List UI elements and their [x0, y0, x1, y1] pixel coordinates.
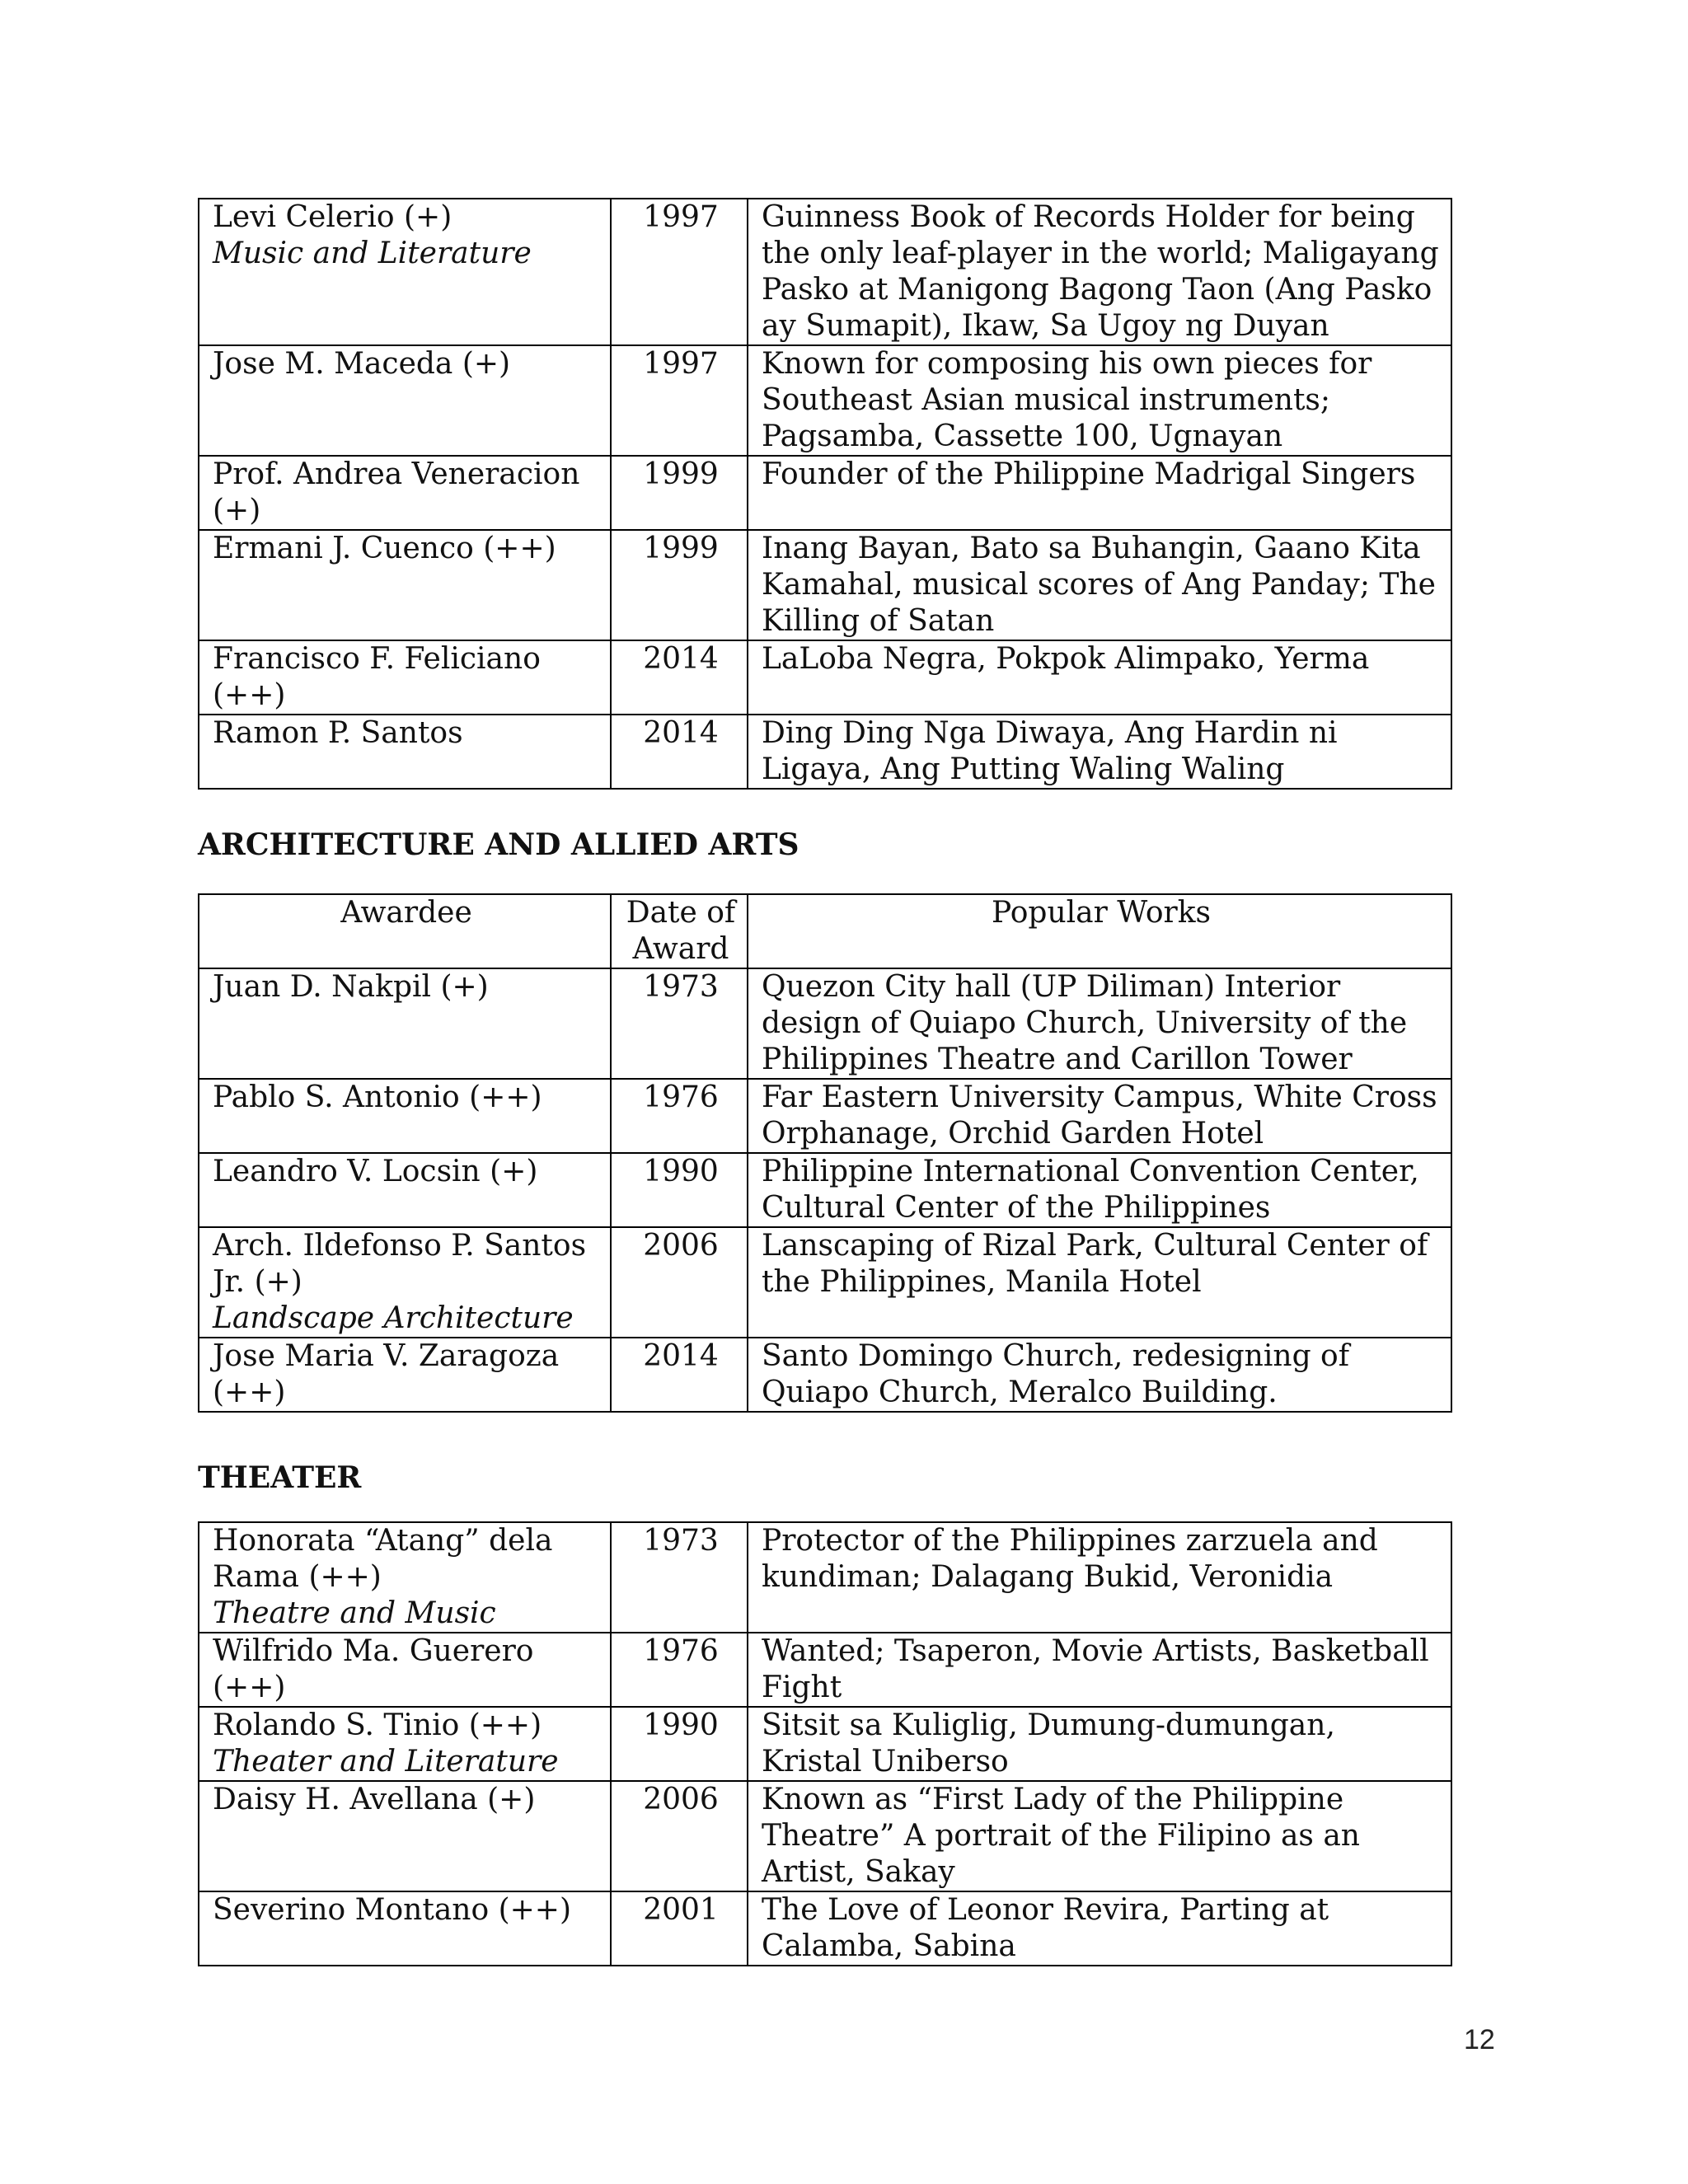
popular-works: The Love of Leonor Revira, Parting at Calamba, Sabina — [748, 1891, 1451, 1966]
award-year: 1973 — [611, 1522, 748, 1633]
section-heading-architecture: ARCHITECTURE AND ALLIED ARTS — [198, 827, 799, 862]
table-row — [199, 968, 1451, 1079]
award-year: 2001 — [611, 1891, 748, 1966]
table-row — [199, 1153, 1451, 1227]
popular-works: Known as “First Lady of the Philippine Theatre” A portrait of the Filipino as an Artist, Sakay — [748, 1781, 1451, 1891]
popular-works: LaLoba Negra, Pokpok Alimpako, Yerma — [748, 640, 1451, 715]
awardee-name: Francisco F. Feliciano (++) — [213, 642, 541, 712]
awardee-cell — [199, 1781, 611, 1891]
table-row — [199, 530, 1451, 640]
popular-works: Guinness Book of Records Holder for being the only leaf-player in the world; Maligayang Pasko at Manigong Bagong Taon (Ang Pasko ay Sumapit), Ikaw, Sa Ugoy ng Duyan — [748, 199, 1451, 345]
header-popular-works: Popular Works — [748, 894, 1451, 968]
awardee-name: Jose M. Maceda (+) — [213, 347, 511, 381]
popular-works: Lanscaping of Rizal Park, Cultural Center of the Philippines, Manila Hotel — [748, 1227, 1451, 1338]
popular-works: Santo Domingo Church, redesigning of Quiapo Church, Meralco Building. — [748, 1338, 1451, 1412]
table-header-row — [199, 894, 1451, 968]
popular-works: Quezon City hall (UP Diliman) Interior design of Quiapo Church, University of the Philippines Theatre and Carillon Tower — [748, 968, 1451, 1079]
award-year: 1999 — [611, 456, 748, 530]
awardee-name: Jose Maria V. Zaragoza (++) — [213, 1339, 560, 1409]
awardee-cell — [199, 1707, 611, 1781]
table-row — [199, 1079, 1451, 1153]
award-year: 2006 — [611, 1781, 748, 1891]
page-number: 12 — [1464, 2024, 1495, 2055]
header-date-of-award: Date of Award — [611, 894, 748, 968]
awardee-field: Landscape Architecture — [213, 1301, 574, 1335]
table-row — [199, 1707, 1451, 1781]
table-row — [199, 1633, 1451, 1707]
awardee-cell — [199, 345, 611, 456]
awardee-cell — [199, 456, 611, 530]
award-year: 1990 — [611, 1707, 748, 1781]
popular-works: Wanted; Tsaperon, Movie Artists, Basketball Fight — [748, 1633, 1451, 1707]
awardee-field: Theatre and Music — [213, 1596, 496, 1630]
table-row — [199, 1227, 1451, 1338]
popular-works: Philippine International Convention Center, Cultural Center of the Philippines — [748, 1153, 1451, 1227]
awardee-name: Honorata “Atang” dela Rama (++) — [213, 1524, 553, 1594]
award-year: 2014 — [611, 640, 748, 715]
award-year: 2014 — [611, 715, 748, 789]
awardee-cell — [199, 1891, 611, 1966]
popular-works: Protector of the Philippines zarzuela and kundiman; Dalagang Bukid, Veronidia — [748, 1522, 1451, 1633]
awardee-cell — [199, 1633, 611, 1707]
architecture-table-header — [199, 894, 1451, 968]
award-year: 1997 — [611, 199, 748, 345]
award-year: 2014 — [611, 1338, 748, 1412]
awardee-cell — [199, 640, 611, 715]
music-table-body — [199, 199, 1451, 789]
table-row — [199, 1338, 1451, 1412]
header-awardee: Awardee — [199, 894, 611, 968]
awardee-cell — [199, 715, 611, 789]
awardee-field: Theater and Literature — [213, 1745, 559, 1779]
section-heading-theater: THEATER — [198, 1460, 362, 1495]
award-year: 1990 — [611, 1153, 748, 1227]
awardee-cell — [199, 968, 611, 1079]
architecture-table-body — [199, 968, 1451, 1412]
table-row — [199, 1522, 1451, 1633]
awardee-cell — [199, 1522, 611, 1633]
awardee-name: Arch. Ildefonso P. Santos Jr. (+) — [213, 1229, 587, 1299]
popular-works: Inang Bayan, Bato sa Buhangin, Gaano Kita Kamahal, musical scores of Ang Panday; The Killing of Satan — [748, 530, 1451, 640]
awardee-name: Prof. Andrea Veneracion (+) — [213, 457, 580, 527]
award-year: 1973 — [611, 968, 748, 1079]
award-year: 1999 — [611, 530, 748, 640]
awardee-name: Wilfrido Ma. Guerero (++) — [213, 1634, 534, 1704]
award-year: 2006 — [611, 1227, 748, 1338]
awardee-cell — [199, 1338, 611, 1412]
awardee-name: Pablo S. Antonio (++) — [213, 1080, 542, 1114]
award-year: 1997 — [611, 345, 748, 456]
awardee-cell — [199, 1227, 611, 1338]
awardee-name: Rolando S. Tinio (++) — [213, 1708, 542, 1742]
award-year: 1976 — [611, 1633, 748, 1707]
popular-works: Known for composing his own pieces for Southeast Asian musical instruments; Pagsamba, Cassette 100, Ugnayan — [748, 345, 1451, 456]
awardee-cell — [199, 1153, 611, 1227]
architecture-awardees-table — [198, 893, 1452, 1413]
awardee-name: Leandro V. Locsin (+) — [213, 1155, 538, 1188]
table-row — [199, 199, 1451, 345]
awardee-cell — [199, 199, 611, 345]
music-awardees-table — [198, 198, 1452, 790]
table-row — [199, 456, 1451, 530]
table-row — [199, 640, 1451, 715]
popular-works: Far Eastern University Campus, White Cross Orphanage, Orchid Garden Hotel — [748, 1079, 1451, 1153]
table-row — [199, 715, 1451, 789]
awardee-name: Levi Celerio (+) — [213, 200, 452, 234]
awardee-name: Severino Montano (++) — [213, 1893, 572, 1927]
popular-works: Sitsit sa Kuliglig, Dumung-dumungan, Kristal Uniberso — [748, 1707, 1451, 1781]
popular-works: Founder of the Philippine Madrigal Singers — [748, 456, 1451, 530]
awardee-cell — [199, 1079, 611, 1153]
theater-table-body — [199, 1522, 1451, 1966]
table-row — [199, 1891, 1451, 1966]
popular-works: Ding Ding Nga Diwaya, Ang Hardin ni Ligaya, Ang Putting Waling Waling — [748, 715, 1451, 789]
awardee-cell — [199, 530, 611, 640]
awardee-name: Daisy H. Avellana (+) — [213, 1783, 536, 1816]
table-row — [199, 1781, 1451, 1891]
awardee-name: Juan D. Nakpil (+) — [213, 970, 489, 1004]
awardee-name: Ermani J. Cuenco (++) — [213, 532, 556, 565]
award-year: 1976 — [611, 1079, 748, 1153]
theater-awardees-table — [198, 1521, 1452, 1966]
table-row — [199, 345, 1451, 456]
awardee-name: Ramon P. Santos — [213, 716, 463, 750]
awardee-field: Music and Literature — [213, 237, 532, 270]
